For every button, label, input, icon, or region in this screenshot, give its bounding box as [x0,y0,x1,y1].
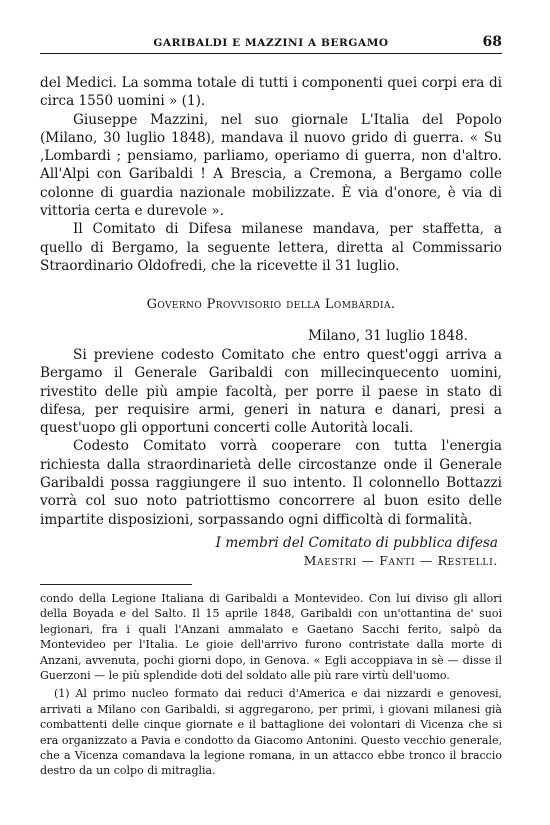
running-title: GARIBALDI E MAZZINI A BERGAMO [153,37,389,49]
paragraph-mazzini: Giuseppe Mazzini, nel suo giornale L'Italia del Popolo (Milano, 30 luglio 1848), mandava il nuovo grido di guerra. « Su ,Lombardi ; pensiamo, parliamo, operiamo di guerra, non d'altro. All'Alpi con Garibaldi ! A Brescia, a Cremona, a Bergamo colle colonne di guardia nazionale mobilizzate. È via d'onore, è via di vittoria certa e durevole ». [40,111,502,220]
letter-paragraph-1: Si previene codesto Comitato che entro quest'oggi arriva a Bergamo il Generale Garibaldi con millecinquecento uomini, rivestito delle più ampie facoltà, per porre il paese in stato di difesa, per requisire armi, generi in natura e danari, presi a quest'uopo gli opportuni concerti colle Autorità locali. [40,347,502,437]
main-text [40,74,502,275]
letter-date: Milano, 31 luglio 1848. [308,328,468,344]
paragraph-continuation: del Medici. La somma totale di tutti i componenti quei corpi era di circa 1550 uomini » (1). [40,75,502,110]
running-header [40,34,502,56]
footnotes [40,591,502,779]
signers-label: I membri del Comitato di pubblica difesa [215,535,498,551]
paragraph-comitato: Il Comitato di Difesa milanese mandava, per staffetta, a quello di Bergamo, la seguente lettera, diretta al Commissario Straordinario Oldofredi, che la ricevette il 31 luglio. [40,221,502,274]
page-number: 68 [482,34,502,50]
letter-body [40,346,502,529]
footnote-rule [40,584,192,585]
signers-names: Maestri — Fanti — Restelli. [303,553,498,568]
letter-paragraph-2: Codesto Comitato vorrà cooperare con tutta l'energia richiesta dalla straordinarietà delle circostanze onde il Generale Garibaldi possa raggiungere il suo intento. Il colonnello Bottazzi vorrà col suo noto patriottismo concorrere al buon esito delle impartite disposizioni, sorpassando ogni difficoltà di formalità. [40,438,502,528]
footnote-continuation: condo della Legione Italiana di Garibaldi a Montevideo. Con lui diviso gli allori della Boyada e del Salto. Il 15 aprile 1848, Garibaldi con un'ottantina de' suoi legionari, fra i quali l'Anzani ammalato e Gaetano Sacchi ferito, salpò da Montevideo per l'Italia. Le gioie dell'arrivo furono contristate dalla morte di Anzani, avvenuta, pochi giorni dopo, in Genova. « Egli accoppiava in sè — disse il Guerzoni — le più splendide doti del soldato alle più rare virtù dell'uomo. [40,592,502,683]
header-rule [40,53,502,54]
footnote-1: (1) Al primo nucleo formato dai reduci d'America e dai nizzardi e genovesi, arrivati a Milano con Garibaldi, si aggregarono, per primi, i giovani milanesi già combattenti delle cinque giornate e il battaglione dei volontari di Vicenza che si era organizzato a Pavia e condotto da Giacomo Antonini. Questo vecchio generale, che a Vicenza comandava la legione romana, in un attacco ebbe tronco il braccio destro da un colpo di mitraglia. [40,687,502,778]
letter-heading: Governo Provvisorio della Lombardia. [146,297,396,312]
